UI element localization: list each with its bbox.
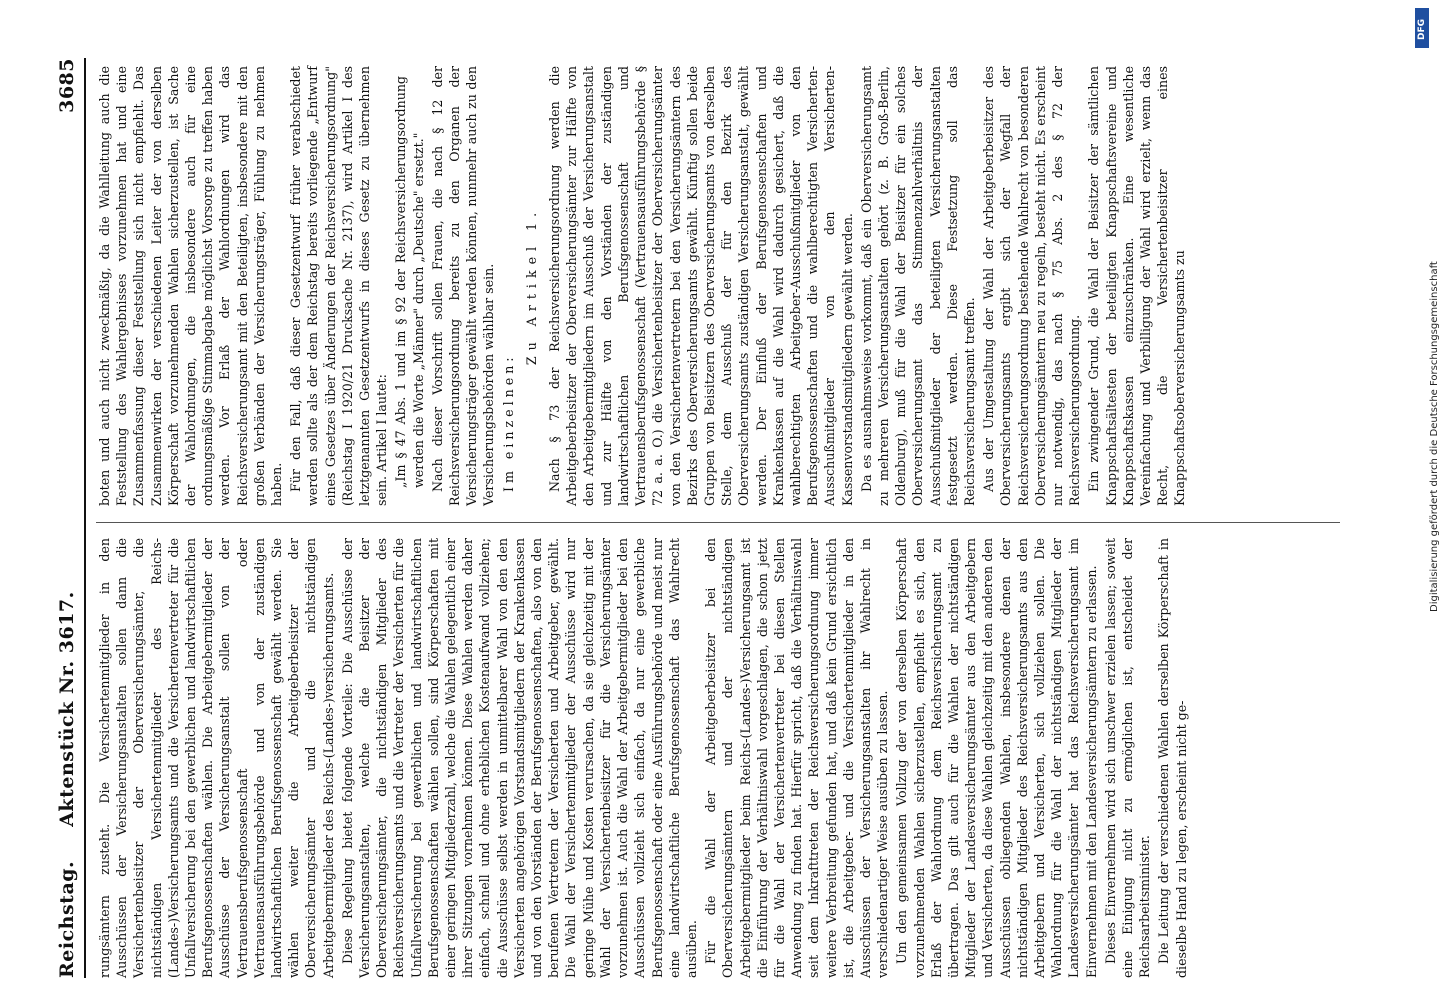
header-title-group [56,591,78,978]
paragraph: Die Leitung der verschiedenen Wahlen derselben Körperschaft in dieselbe Hand zu legen, erscheint nicht ge- [1156,538,1189,978]
digitization-credit: Digitalisierung gefördert durch die Deutsche Forschungsgemeinschaft [1429,261,1440,612]
paragraph: Ein zwingender Grund, die Wahl der Beisitzer der sämtlichen Knappschaftsältesten der beteiligten Knappschaftsvereine und Knappschaftskassen einzuschränken. Eine wesentliche Vereinfachung und Verbilligung der Wahl wird erzielt, wenn das Recht, die Versichertenbeisitzer eines Knappschaftsoberversicherungsamts zu [1086,66,1188,506]
document-page [50,58,1350,978]
paragraph: Für die Wahl der Arbeitgeberbeisitzer bei den Oberversicherungsämtern und der nichtständigen Arbeitgebermitglieder beim Reichs-(Landes-)Versicherungsamt ist die Einführung der Verhältniswahl vorgeschlagen, die schon jetzt für die Wahl der Versichertenvertreter bei diesen Stellen Anwendung zu finden hat. Hierfür spricht, daß die Verhältniswahl seit dem Inkrafttreten der Reichsversicherungsordnung immer weitere Verbreitung gefunden hat, und daß kein Grund ersichtlich ist, die Arbeitgeber- und die Versichertenmitglieder in den Ausschüssen der Versicherungsanstalten ihr Wahlrecht in verschiedenartiger Weise ausüben zu lassen. [703,538,891,978]
paragraph: Für den Fall, daß dieser Gesetzentwurf früher verabschiedet werden sollte als der dem Reichstag bereits vorliegende „Entwurf eines Gesetzes über Änderungen der Reichsversicherungsordnung" (Reichstag I 1920/21 Drucksache Nr. 2137), wird Artikel I des letztgenannten Gesetzentwurfs in dieses Gesetz zu übernehmen sein. Artikel I lautet: [288,66,390,506]
header-document-number: Aktenstück Nr. 3617. [56,591,78,827]
paragraph: Da es ausnahmsweise vorkommt, daß ein Oberversicherungsamt zu mehreren Versicherungsanstalten gehört (z. B. Groß-Berlin, Oldenburg), muß für die Wahl der Beisitzer für ein solches Oberversicherungsamt das Stimmenzahlverhältnis der Ausschußmitglieder der beteiligten Versicherungsanstalten festgesetzt werden. Diese Festsetzung soll das Reichsversicherungsamt treffen. [858,66,977,506]
paragraph: rungsämtern zusteht. Die Versichertenmitglieder in den Ausschüssen der Versicherungsanstalten sollen dann die Versichertenbeisitzer der Oberversicherungsämter, die nichtständigen Versichertenmitglieder des Reichs-(Landes-)Versicherungsamts und die Versichertenvertreter für die Unfallversicherung bei den gewerblichen und landwirtschaftlichen Berufsgenossenschaften wählen. Die Arbeitgebermitglieder der Ausschüsse der Versicherungsanstalt sollen von der Vertrauensberufsgenossenschaft oder Vertrauensausführungsbehörde und von der zuständigen landwirtschaftlichen Berufsgenossenschaft gewählt werden. Sie wählen weiter die Arbeitgeberbeisitzer der Oberversicherungsämter und die nichtständigen Arbeitgebermitglieder des Reichs-(Landes-)versicherungsamts. [97,538,336,978]
page-number: 3685 [56,58,78,113]
paragraph: Aus der Umgestaltung der Wahl der Arbeitgeberbeisitzer des Oberversicherungsamts ergibt sich der Wegfall der Reichsversicherungsordnung bestehende Wahlrecht von besonderen Oberversicherungsämtern neu zu regeln, besteht nicht. Es erscheint nur notwendig, das nach § 75 Abs. 2 des § 72 der Reichsversicherungsordnung. [981,66,1083,506]
header-rule [84,58,86,978]
column-divider [96,522,1340,523]
dfg-logo-icon [1415,8,1429,48]
left-column [96,538,1340,978]
paragraph: Nach § 73 der Reichsversicherungsordnung werden die Arbeitgeberbeisitzer der Oberversicherungsämter zur Hälfte von den Arbeitgebermitgliedern im Ausschuß der Versicherungsanstalt und zur Hälfte von den Vorständen der zuständigen landwirtschaftlichen Berufsgenossenschaft und Vertrauensberufsgenossenschaft (Vertrauensausführungsbehörde § 72 a. a. O.) die Versichertenbeisitzer der Oberversicherungsämter von den Versichertenvertretern bei den Versicherungsämtern des Bezirks des Oberversicherungsamts gewählt. Künftig sollen beide Gruppen von Beisitzern des Oberversicherungsamts von derselben Stelle, dem Ausschuß der für den Bezirk des Oberversicherungsamts zuständigen Versicherungsanstalt, gewählt werden. Der Einfluß der Berufsgenossenschaften und Krankenkassen auf die Wahl wird dadurch gesichert, daß die wahlberechtigten Arbeitgeber-Ausschußmitglieder von den Berufsgenossenschaften und die wahlberechtigten Versicherten-Ausschußmitglieder von den Versicherten-Kassenvorstandsmitgliedern gewählt werden. [547,66,855,506]
quoted-article: „Im § 47 Abs. 1 und im § 92 der Reichsversicherungsordnung werden die Worte „Männer" durch „Deutsche" ersetzt." [393,76,426,488]
paragraph: Um den gemeinsamen Vollzug der von derselben Körperschaft vorzunehmenden Wahlen sicherzustellen, empfiehlt es sich, den Erlaß der Wahlordnung dem Reichsversicherungsamt zu übertragen. Das gilt auch für die Wahlen der nichtständigen Mitglieder der Landesversicherungsämter aus den Arbeitgebern und Versicherten, da diese Wahlen gleichzeitig mit den anderen den Ausschüssen obliegenden Wahlen, insbesondere denen der nichtständigen Mitglieder des Reichsversicherungsamts aus den Arbeitgebern und Versicherten, sich vollziehen sollen. Die Wahlordnung für die Wahl der nichtständigen Mitglieder der Landesversicherungsämter hat das Reichsversicherungsamt im Einvernehmen mit den Landesversicherungsämtern zu erlassen. [894,538,1099,978]
section-heading-article: Zu Artikel 1. [523,206,539,366]
page-header [50,58,84,978]
paragraph: Diese Regelung bietet folgende Vorteile: Die Ausschüsse der Versicherungsanstalten, welche die Beisitzer der Oberversicherungsämter, die nichtständigen Mitglieder des Reichsversicherungsamts und die Vertreter der Versicherten für die Unfallversicherung bei gewerblichen und landwirtschaftlichen Berufsgenossenschaften wählen sollen, sind Körperschaften mit einer geringen Mitgliederzahl, welche die Wahlen gelegentlich einer ihrer Sitzungen vornehmen können. Diese Wahlen werden daher einfach, schnell und ohne erheblichen Kostenaufwand vollziehen; die Ausschüsse selbst werden in unmittelbarer Wahl von den den Versicherten angehörigen Vorstandsmitgliedern der Krankenkassen und von den Vorständen der Berufsgenossenschaften, also von den berufenen Vertretern der Versicherten und Arbeitgeber, gewählt. Die Wahl der Versichertenmitglieder der Ausschüsse wird nur geringe Mühe und Kosten verursachen, da sie gleichzeitig mit der Wahl der Versichertenbeisitzer für die Versicherungsämter vorzunehmen ist. Auch die Wahl der Arbeitgebermitglieder bei den Ausschüssen vollzieht sich einfach, da nur eine gewerbliche Berufsgenossenschaft oder eine Ausführungsbehörde und meist nur eine landwirtschaftliche Berufsgenossenschaft das Wahlrecht ausüben. [339,538,699,978]
right-column [96,66,1340,506]
paragraph: Dieses Einvernehmen wird sich unschwer erzielen lassen; soweit eine Einigung nicht zu ermöglichen ist, entscheidet der Reichsarbeitsminister. [1102,538,1153,978]
digitization-note [1409,0,1440,1000]
section-heading-details: Im einzelnen: [500,353,516,492]
paragraph: Nach dieser Vorschrift sollen Frauen, die nach § 12 der Reichsversicherungsordnung bereits zu den Organen der Versicherungsträger gewählt werden können, nunmehr auch zu den Versicherungsbehörden wählbar sein. [429,66,497,506]
dfg-logo-text: DFG [1417,18,1427,40]
paragraph: boten und auch nicht zweckmäßig, da die Wahlleitung auch die Feststellung des Wahlergebnisses vorzunehmen hat und eine Zusammenfassung dieser Feststellung sich nicht empfiehlt. Das Zusammenwirken der verschiedenen Leiter der von derselben Körperschaft vorzunehmenden Wahlen sicherzustellen, ist Sache der Wahlordnungen, die insbesondere auch für eine ordnungsmäßige Stimmabgabe möglichst Vorsorge zu treffen haben werden. Vor Erlaß der Wahlordnungen wird das Reichsversicherungsamt mit den Beteiligten, insbesondere mit den großen Verbänden der Versicherungsträger, Fühlung zu nehmen haben. [97,66,285,506]
header-institution: Reichstag. [56,860,78,978]
